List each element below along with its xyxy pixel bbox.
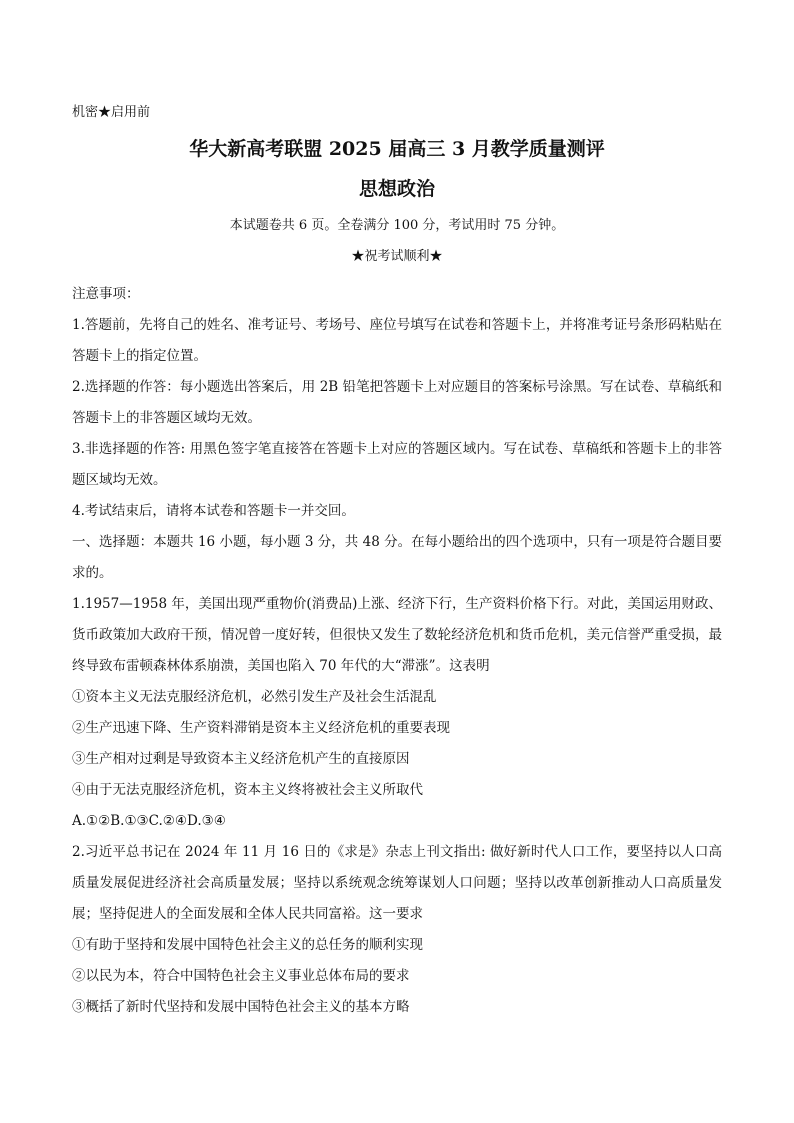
question-1-stem: 1.1957—1958 年，美国出现严重物价(消费品)上涨、经济下行，生产资料价格下行。对此，美国运用财政、货币政策加大政府干预，情况曾一度好转，但很快又发生了数轮经济危机和货币危机，美元信誉严重受损，最终导致布雷顿森林体系崩溃，美国也陷入 70 年代的大“滞涨”。这表明 (72, 596, 722, 674)
exam-body (72, 279, 722, 1023)
exam-info: 本试题卷共 6 页。全卷满分 100 分，考试用时 75 分钟。 (229, 218, 565, 233)
question-1-choices: A.①②B.①③C.②④D.③④ (72, 813, 226, 829)
question-2-option-1: ①有助于坚持和发展中国特色社会主义的总任务的顺利实现 (72, 937, 423, 953)
section-heading: 一、选择题：本题共 16 小题，每小题 3 分，共 48 分。在每小题给出的四个选项中，只有一项是符合题目要求的。 (72, 534, 722, 581)
question-2-option-3: ③概括了新时代坚持和发展中国特色社会主义的基本方略 (72, 999, 410, 1015)
good-luck-wish: ★祝考试顺利★ (351, 249, 443, 264)
question-1-option-4: ④由于无法克服经济危机，资本主义终将被社会主义所取代 (72, 782, 423, 798)
question-1-option-3: ③生产相对过剩是导致资本主义经济危机产生的直接原因 (72, 751, 410, 767)
secret-label: 机密★启用前 (72, 105, 151, 120)
exam-title: 华大新高考联盟 2025 届高三 3 月教学质量测评 (189, 138, 605, 160)
subject-title: 思想政治 (358, 178, 435, 200)
question-2-stem: 2.习近平总书记在 2024 年 11 月 16 日的《求是》杂志上刊文指出: 做好新时代人口工作，要坚持以人口高质量发展促进经济社会高质量发展；坚持以系统观念统筹谋划人口问题；坚持以改革创新推动人口高质量发展；坚持促进人的全面发展和全体人民共同富裕。这一要求 (72, 844, 722, 922)
note-item-2: 2.选择题的作答：每小题选出答案后，用 2B 铅笔把答题卡上对应题目的答案标号涂黑。写在试卷、草稿纸和答题卡上的非答题区域均无效。 (72, 379, 722, 426)
notes-heading: 注意事项： (72, 286, 140, 302)
note-item-4: 4.考试结束后，请将本试卷和答题卡一并交回。 (72, 503, 355, 519)
question-1-option-2: ②生产迅速下降、生产资料滞销是资本主义经济危机的重要表现 (72, 720, 450, 736)
question-2-option-2: ②以民为本，符合中国特色社会主义事业总体布局的要求 (72, 968, 410, 984)
question-1-option-1: ①资本主义无法克服经济危机，必然引发生产及社会生活混乱 (72, 689, 437, 705)
note-item-1: 1.答题前，先将自己的姓名、准考证号、考场号、座位号填写在试卷和答题卡上，并将准考证号条形码粘贴在答题卡上的指定位置。 (72, 317, 722, 364)
note-item-3: 3.非选择题的作答: 用黑色签字笔直接答在答题卡上对应的答题区域内。写在试卷、草稿纸和答题卡上的非答题区域均无效。 (72, 441, 722, 488)
